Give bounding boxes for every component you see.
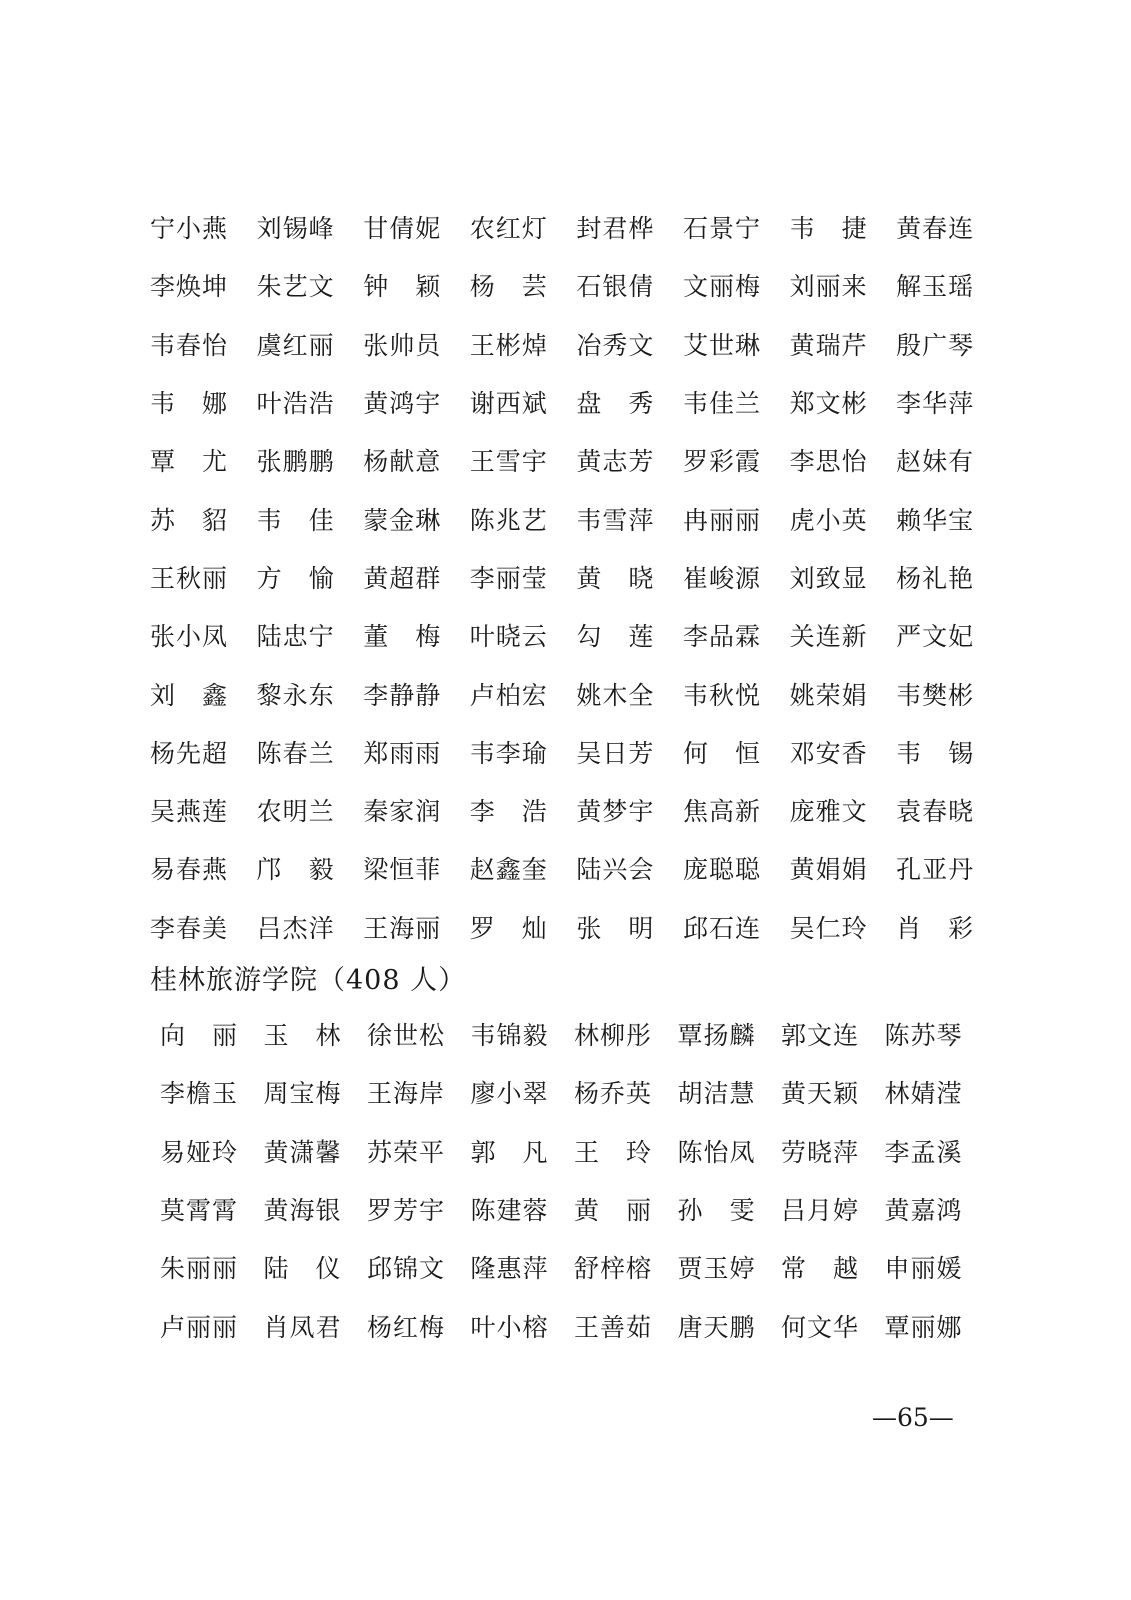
person-name: 虞红丽	[256, 330, 335, 360]
person-name: 黄梦宇	[576, 797, 655, 827]
person-name: 隆惠萍	[470, 1254, 549, 1284]
person-name: 韦春怡	[150, 330, 229, 360]
person-name: 杨礼艳	[896, 563, 975, 593]
person-name: 虎小英	[789, 505, 868, 535]
person-name: 王秋丽	[150, 563, 229, 593]
person-name: 吴日芳	[576, 738, 655, 768]
person-name: 吕月婷	[781, 1196, 860, 1226]
person-name: 罗彩霞	[682, 447, 761, 477]
person-name: 赵鑫奎	[469, 855, 548, 885]
person-name: 胡洁慧	[677, 1079, 756, 1109]
person-name: 苏 貂	[150, 505, 229, 535]
person-name: 肖凤君	[263, 1312, 342, 1342]
person-name: 罗芳宇	[367, 1196, 446, 1226]
person-name: 庞雅文	[789, 797, 868, 827]
person-name: 黄海银	[263, 1196, 342, 1226]
person-name: 钟 颖	[363, 272, 442, 302]
person-name: 黄瑞芹	[789, 330, 868, 360]
person-name: 黎永东	[256, 680, 335, 710]
person-name: 廖小翠	[470, 1079, 549, 1109]
person-name: 李孟溪	[884, 1137, 963, 1167]
person-name: 徐世松	[367, 1021, 446, 1051]
person-name: 朱丽丽	[160, 1254, 239, 1284]
person-name: 杨先超	[150, 738, 229, 768]
person-name: 李华萍	[896, 389, 975, 419]
person-name: 常 越	[781, 1254, 860, 1284]
person-name: 赵妹有	[896, 447, 975, 477]
person-name: 向 丽	[160, 1021, 239, 1051]
person-name: 黄春连	[896, 214, 975, 244]
person-name: 易娅玲	[160, 1137, 239, 1167]
name-row	[150, 489, 980, 547]
person-name: 唐天鹏	[677, 1312, 756, 1342]
person-name: 文丽梅	[682, 272, 761, 302]
page-number: —65—	[872, 1403, 954, 1432]
person-name: 陆忠宁	[256, 622, 335, 652]
person-name: 李思怡	[789, 447, 868, 477]
person-name: 林柳彤	[574, 1021, 653, 1051]
person-name: 覃扬麟	[677, 1021, 756, 1051]
person-name: 杨献意	[363, 447, 442, 477]
person-name: 韦锦毅	[470, 1021, 549, 1051]
person-name: 赖华宝	[896, 505, 975, 535]
person-name: 邝 毅	[256, 855, 335, 885]
person-name: 冶秀文	[576, 330, 655, 360]
person-name: 解玉瑶	[896, 272, 975, 302]
person-name: 王善茹	[574, 1312, 653, 1342]
person-name: 贾玉婷	[677, 1254, 756, 1284]
person-name: 严文妃	[896, 622, 975, 652]
person-name: 朱艺文	[256, 272, 335, 302]
person-name: 黄嘉鸿	[884, 1196, 963, 1226]
name-list-previous-section	[150, 198, 980, 956]
person-name: 覃 尤	[150, 447, 229, 477]
person-name: 肖 彩	[896, 913, 975, 943]
person-name: 刘锡峰	[256, 214, 335, 244]
name-row	[150, 898, 980, 956]
person-name: 杨 芸	[469, 272, 548, 302]
person-name: 张小凤	[150, 622, 229, 652]
person-name: 方 愉	[256, 563, 335, 593]
person-name: 秦家润	[363, 797, 442, 827]
person-name: 黄潇馨	[263, 1137, 342, 1167]
person-name: 陆兴会	[576, 855, 655, 885]
person-name: 张 明	[576, 913, 655, 943]
name-row	[150, 256, 980, 314]
person-name: 梁恒菲	[363, 855, 442, 885]
name-row	[160, 1238, 970, 1296]
person-name: 庞聪聪	[682, 855, 761, 885]
name-row	[160, 1180, 970, 1238]
person-name: 王海岸	[367, 1079, 446, 1109]
person-name: 刘致显	[789, 563, 868, 593]
person-name: 韦 娜	[150, 389, 229, 419]
name-row	[150, 606, 980, 664]
person-name: 韦雪萍	[576, 505, 655, 535]
person-name: 卢柏宏	[469, 680, 548, 710]
person-name: 陆 仪	[263, 1254, 342, 1284]
person-name: 吕杰洋	[256, 913, 335, 943]
person-name: 王海丽	[363, 913, 442, 943]
person-name: 王彬焯	[469, 330, 548, 360]
person-name: 韦李瑜	[469, 738, 548, 768]
person-name: 周宝梅	[263, 1079, 342, 1109]
person-name: 陈春兰	[256, 738, 335, 768]
person-name: 蒙金琳	[363, 505, 442, 535]
person-name: 叶小榕	[470, 1312, 549, 1342]
person-name: 杨红梅	[367, 1312, 446, 1342]
person-name: 石银倩	[576, 272, 655, 302]
person-name: 姚木全	[576, 680, 655, 710]
person-name: 陈建蓉	[470, 1196, 549, 1226]
person-name: 焦高新	[682, 797, 761, 827]
person-name: 韦樊彬	[896, 680, 975, 710]
person-name: 邓安香	[789, 738, 868, 768]
person-name: 董 梅	[363, 622, 442, 652]
person-name: 陈怡凤	[677, 1137, 756, 1167]
person-name: 吴仁玲	[789, 913, 868, 943]
person-name: 石景宁	[682, 214, 761, 244]
person-name: 韦佳兰	[682, 389, 761, 419]
name-row	[160, 1005, 970, 1063]
person-name: 杨乔英	[574, 1079, 653, 1109]
person-name: 叶浩浩	[256, 389, 335, 419]
person-name: 韦秋悦	[682, 680, 761, 710]
person-name: 王 玲	[574, 1137, 653, 1167]
person-name: 黄超群	[363, 563, 442, 593]
person-name: 黄 丽	[574, 1196, 653, 1226]
person-name: 吴燕莲	[150, 797, 229, 827]
person-name: 封君桦	[576, 214, 655, 244]
person-name: 黄天颖	[781, 1079, 860, 1109]
person-name: 刘丽来	[789, 272, 868, 302]
person-name: 孙 雯	[677, 1196, 756, 1226]
person-name: 黄娟娟	[789, 855, 868, 885]
person-name: 邱石连	[682, 913, 761, 943]
person-name: 莫霄霄	[160, 1196, 239, 1226]
person-name: 崔峻源	[682, 563, 761, 593]
person-name: 韦 锡	[896, 738, 975, 768]
name-row	[160, 1296, 970, 1354]
person-name: 郑文彬	[789, 389, 868, 419]
name-row	[150, 431, 980, 489]
person-name: 郭 凡	[470, 1137, 549, 1167]
person-name: 韦 捷	[789, 214, 868, 244]
name-list-guilin-tourism-university	[160, 1005, 970, 1355]
person-name: 何文华	[781, 1312, 860, 1342]
name-row	[150, 781, 980, 839]
person-name: 玉 林	[263, 1021, 342, 1051]
name-row	[150, 373, 980, 431]
person-name: 黄志芳	[576, 447, 655, 477]
person-name: 艾世琳	[682, 330, 761, 360]
person-name: 李静静	[363, 680, 442, 710]
person-name: 姚荣娟	[789, 680, 868, 710]
person-name: 黄鸿宇	[363, 389, 442, 419]
person-name: 李 浩	[469, 797, 548, 827]
person-name: 劳晓萍	[781, 1137, 860, 1167]
person-name: 郭文连	[781, 1021, 860, 1051]
person-name: 刘 鑫	[150, 680, 229, 710]
person-name: 宁小燕	[150, 214, 229, 244]
person-name: 邱锦文	[367, 1254, 446, 1284]
person-name: 叶晓云	[469, 622, 548, 652]
name-row	[150, 198, 980, 256]
person-name: 舒梓榕	[574, 1254, 653, 1284]
person-name: 陈兆艺	[469, 505, 548, 535]
person-name: 张鹏鹏	[256, 447, 335, 477]
name-row	[150, 548, 980, 606]
person-name: 张帅员	[363, 330, 442, 360]
person-name: 易春燕	[150, 855, 229, 885]
name-row	[160, 1063, 970, 1121]
person-name: 何 恒	[682, 738, 761, 768]
person-name: 陈苏琴	[884, 1021, 963, 1051]
person-name: 孔亚丹	[896, 855, 975, 885]
person-name: 李丽莹	[469, 563, 548, 593]
person-name: 农红灯	[469, 214, 548, 244]
person-name: 韦 佳	[256, 505, 335, 535]
person-name: 卢丽丽	[160, 1312, 239, 1342]
person-name: 黄 晓	[576, 563, 655, 593]
person-name: 盘 秀	[576, 389, 655, 419]
person-name: 殷广琴	[896, 330, 975, 360]
person-name: 李品霖	[682, 622, 761, 652]
person-name: 苏荣平	[367, 1137, 446, 1167]
person-name: 甘倩妮	[363, 214, 442, 244]
person-name: 罗 灿	[469, 913, 548, 943]
person-name: 冉丽丽	[682, 505, 761, 535]
person-name: 袁春晓	[896, 797, 975, 827]
section-title: 桂林旅游学院（408 人）	[150, 965, 467, 996]
name-row	[150, 315, 980, 373]
person-name: 关连新	[789, 622, 868, 652]
person-name: 李春美	[150, 913, 229, 943]
name-row	[150, 723, 980, 781]
person-name: 谢西斌	[469, 389, 548, 419]
person-name: 王雪宇	[469, 447, 548, 477]
name-row	[150, 839, 980, 897]
name-row	[150, 664, 980, 722]
person-name: 覃丽娜	[884, 1312, 963, 1342]
person-name: 郑雨雨	[363, 738, 442, 768]
person-name: 农明兰	[256, 797, 335, 827]
person-name: 李焕坤	[150, 272, 229, 302]
person-name: 李檐玉	[160, 1079, 239, 1109]
person-name: 勾 莲	[576, 622, 655, 652]
person-name: 申丽媛	[884, 1254, 963, 1284]
name-row	[160, 1122, 970, 1180]
person-name: 林婧滢	[884, 1079, 963, 1109]
